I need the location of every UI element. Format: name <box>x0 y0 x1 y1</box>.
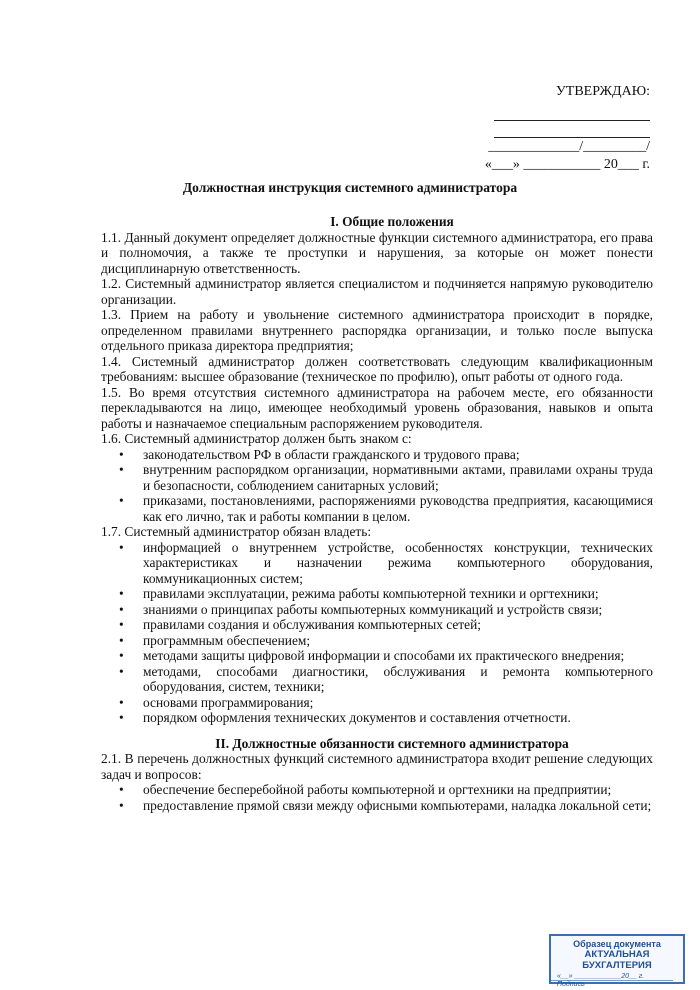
paragraph-1-7: 1.7. Системный администратор обязан владеть: <box>101 524 372 539</box>
list-item: • программным обеспечением; <box>101 633 653 649</box>
approval-date-line: «___» ___________ 20___ г. <box>484 157 650 172</box>
list-1-7 <box>101 540 653 726</box>
stamp-caption: Образец документа <box>573 939 661 949</box>
approval-blank-line <box>494 121 650 138</box>
paragraph-1-3: 1.3. Прием на работу и увольнение системного администратора происходит в порядке, определенном правилами внутреннего распорядка организации, и только после выпуска отдельного приказа директора предприятия; <box>101 307 653 353</box>
list-item: • законодательством РФ в области гражданского и трудового права; <box>101 447 653 463</box>
paragraph-1-5: 1.5. Во время отсутствия системного администратора на рабочем месте, его обязанности перекладываются на лицо, имеющее необходимый уровень образования, навыков и опыта работы и назначаемое специальным распоряжением руководителя. <box>101 384 653 431</box>
list-item: • информацией о внутреннем устройстве, особенностях конструкции, технических характеристиках и назначении режима компьютерного оборудования, коммуникационных систем; <box>101 540 653 587</box>
list-item: • методами защиты цифровой информации и способами их практического внедрения; <box>101 648 653 664</box>
list-item: • знаниями о принципах работы компьютерных коммуникаций и устройств связи; <box>101 602 653 618</box>
list-item: • предоставление прямой связи между офисными компьютерами, наладка локальной сети; <box>101 798 653 814</box>
list-2-1 <box>101 782 653 813</box>
approval-blank-line <box>494 104 650 121</box>
stamp-signature-label: Подпись <box>557 981 585 988</box>
approval-sign-line: _____________/_________/ <box>488 139 650 154</box>
document-title: Должностная инструкция системного администратора <box>182 180 518 195</box>
list-item: • методами, способами диагностики, обслуживания и ремонта компьютерного оборудования, систем, техники; <box>101 664 653 695</box>
approval-block <box>480 84 650 174</box>
section-1-heading: I. Общие положения <box>330 214 454 229</box>
document-body <box>101 214 653 813</box>
list-item: • внутренним распорядком организации, нормативными актами, правилами охраны труда и безопасности, соблюдением санитарных условий; <box>101 462 653 493</box>
paragraph-2-1: 2.1. В перечень должностных функций системного администратора входит решение следующих задач и вопросов: <box>101 751 653 782</box>
list-1-6 <box>101 447 653 525</box>
paragraph-1-6: 1.6. Системный администратор должен быть знаком с: <box>101 431 412 446</box>
list-item: • обеспечение бесперебойной работы компьютерной и оргтехники на предприятии; <box>101 782 653 798</box>
list-item: • приказами, постановлениями, распоряжениями руководства предприятия, касающимися как его лично, так и работы компании в целом. <box>101 493 653 524</box>
paragraph-1-4: 1.4. Системный администратор должен соответствовать следующим квалификационным требованиям: высшее образование (техническое по профилю), опыт работы от одного года. <box>101 353 653 384</box>
list-item: • основами программирования; <box>101 695 653 711</box>
paragraph-1-1: 1.1. Данный документ определяет должностные функции системного администратора, его права и полномочия, а также те проступки и нарушения, за которые он может понести дисциплинарную ответственность. <box>101 229 653 276</box>
stamp-date: «__» ____________20__ г. <box>551 973 673 981</box>
list-item: • правилами создания и обслуживания компьютерных сетей; <box>101 617 653 633</box>
sample-stamp <box>549 934 685 988</box>
list-item: • правилами эксплуатации, режима работы компьютерной техники и оргтехники; <box>101 586 653 602</box>
list-item: • порядком оформления технических документов и составления отчетности. <box>101 710 653 726</box>
stamp-brand: АКТУАЛЬНАЯ БУХГАЛТЕРИЯ <box>582 949 652 971</box>
approval-label: УТВЕРЖДАЮ: <box>555 84 650 99</box>
paragraph-1-2: 1.2. Системный администратор является специалистом и подчиняется напрямую руководителю организации. <box>101 276 653 307</box>
section-2-heading: II. Должностные обязанности системного администратора <box>215 735 569 751</box>
